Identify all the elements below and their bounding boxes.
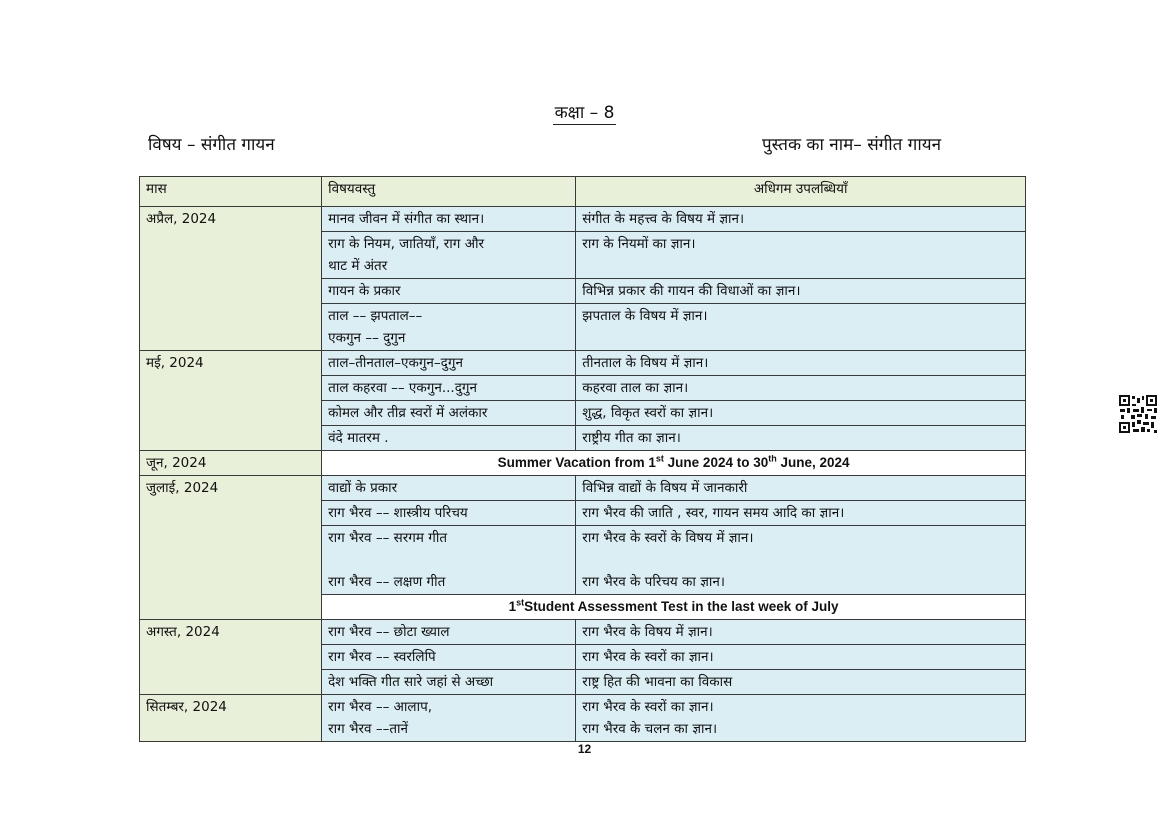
topic-cell — [322, 232, 576, 279]
outcome-line: राग भैरव के स्वरों का ज्ञान। — [582, 699, 714, 715]
class-title: कक्षा – 8 — [554, 103, 615, 123]
syllabus-table — [139, 176, 1026, 742]
table-row — [140, 451, 1026, 476]
outcome-line: राग भैरव के स्वरों के विषय में ज्ञान। — [582, 530, 754, 546]
summer-vacation-banner: Summer Vacation from 1st June 2024 to 30th June, 2024 — [322, 451, 1026, 476]
page-number: 12 — [577, 742, 592, 756]
topic-cell: वाद्यों के प्रकार — [322, 476, 576, 501]
month-cell-may: मई, 2024 — [140, 351, 322, 451]
column-header-outcomes: अधिगम उपलब्धियाँ — [576, 177, 1026, 207]
topic-cell: वंदे मातरम . — [322, 426, 576, 451]
outcome-cell — [576, 526, 1026, 595]
outcome-cell: शुद्ध, विकृत स्वरों का ज्ञान। — [576, 401, 1026, 426]
month-cell-august: अगस्त, 2024 — [140, 620, 322, 695]
month-cell-september: सितम्बर, 2024 — [140, 695, 322, 742]
topic-cell: ताल–तीनताल–एकगुन–दुगुन — [322, 351, 576, 376]
month-cell-june: जून, 2024 — [140, 451, 322, 476]
outcome-cell: विभिन्न वाद्यों के विषय में जानकारी — [576, 476, 1026, 501]
topic-cell: कोमल और तीव्र स्वरों में अलंकार — [322, 401, 576, 426]
topic-cell: राग भैरव –– शास्त्रीय परिचय — [322, 501, 576, 526]
column-header-month: मास — [140, 177, 322, 207]
outcome-cell: संगीत के महत्त्व के विषय में ज्ञान। — [576, 207, 1026, 232]
outcome-cell: राग भैरव के स्वरों का ज्ञान। — [576, 645, 1026, 670]
outcome-cell: राग भैरव के विषय में ज्ञान। — [576, 620, 1026, 645]
topic-cell: गायन के प्रकार — [322, 279, 576, 304]
assessment-banner: 1stStudent Assessment Test in the last week of July — [322, 595, 1026, 620]
outcome-cell: राग के नियमों का ज्ञान। — [576, 232, 1026, 279]
outcome-cell: राग भैरव की जाति , स्वर, गायन समय आदि का ज्ञान। — [576, 501, 1026, 526]
table-row — [140, 620, 1026, 645]
topic-cell: मानव जीवन में संगीत का स्थान। — [322, 207, 576, 232]
month-cell-april: अप्रैल, 2024 — [140, 207, 322, 351]
outcome-cell: तीनताल के विषय में ज्ञान। — [576, 351, 1026, 376]
topic-cell: राग भैरव –– स्वरलिपि — [322, 645, 576, 670]
column-header-content: विषयवस्तु — [322, 177, 576, 207]
topic-cell: राग भैरव –– छोटा ख्याल — [322, 620, 576, 645]
outcome-cell: राष्ट्रीय गीत का ज्ञान। — [576, 426, 1026, 451]
subject-label: विषय – संगीत गायन — [148, 135, 275, 155]
table-header-row — [140, 177, 1026, 207]
topic-line: राग भैरव ––तानें — [328, 721, 409, 737]
topic-line: राग भैरव –– आलाप, — [328, 699, 433, 715]
topic-line: राग भैरव –– सरगम गीत — [328, 530, 448, 546]
outcome-cell: झपताल के विषय में ज्ञान। — [576, 304, 1026, 351]
outcome-line: राग भैरव के परिचय का ज्ञान। — [582, 574, 725, 590]
table-row — [140, 476, 1026, 501]
topic-cell: देश भक्ति गीत सारे जहां से अच्छा — [322, 670, 576, 695]
book-name-label: पुस्तक का नाम– संगीत गायन — [762, 135, 942, 155]
outcome-cell: विभिन्न प्रकार की गायन की विधाओं का ज्ञान। — [576, 279, 1026, 304]
topic-line: थाट में अंतर — [328, 258, 388, 274]
month-cell-july: जुलाई, 2024 — [140, 476, 322, 620]
topic-line: ताल –– झपताल–– — [328, 308, 423, 324]
outcome-cell: राष्ट्र हित की भावना का विकास — [576, 670, 1026, 695]
table-row — [140, 695, 1026, 742]
topic-cell — [322, 304, 576, 351]
topic-cell — [322, 695, 576, 742]
topic-line: राग के नियम, जातियाँ, राग और — [328, 236, 485, 252]
table-row — [140, 351, 1026, 376]
topic-cell: ताल कहरवा –– एकगुन...दुगुन — [322, 376, 576, 401]
topic-line: एकगुन –– दुगुन — [328, 330, 406, 346]
outcome-cell: कहरवा ताल का ज्ञान। — [576, 376, 1026, 401]
topic-line: राग भैरव –– लक्षण गीत — [328, 574, 446, 590]
table-row — [140, 207, 1026, 232]
outcome-line: राग भैरव के चलन का ज्ञान। — [582, 721, 718, 737]
qr-code-icon — [1118, 394, 1158, 434]
outcome-cell — [576, 695, 1026, 742]
topic-cell — [322, 526, 576, 595]
